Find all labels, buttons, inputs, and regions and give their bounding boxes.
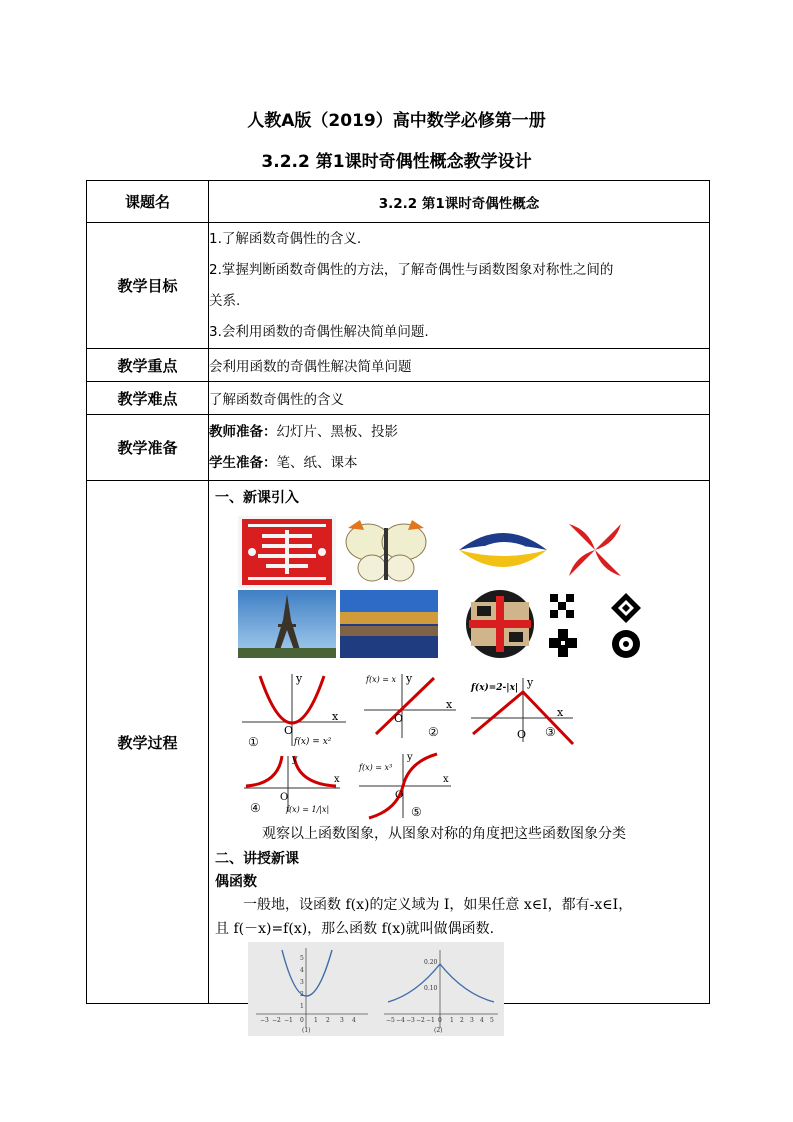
svg-text:1: 1 [450,1017,454,1024]
pinwheel-logo-image [545,518,645,582]
student-prep-label: 学生准备： [209,454,277,471]
graph-2-y-label: y [406,672,413,685]
lake-reflection-image [340,590,438,658]
scan-caption-2: (2) [434,1027,443,1034]
teacher-prep-value: 幻灯片、黑板、投影 [276,423,398,440]
document-subtitle: 3.2.2 第1课时奇偶性概念教学设计 [261,152,532,172]
round-pattern-image [455,588,545,660]
eye-logo-image [455,520,550,580]
row-goals [87,223,710,349]
section-new-lesson: 二、讲授新课 [215,851,299,867]
graph-4-origin: O [280,792,289,803]
graph-1-y-label: y [296,672,303,685]
teacher-prep-label: 教师准备： [209,423,277,440]
goal-item: 3.会利用函数的奇偶性解决简单问题. [209,323,429,340]
topic-value: 3.2.2 第1课时奇偶性概念 [209,181,710,223]
svg-text:−2: −2 [416,1017,425,1024]
textbook-graph-scan [248,942,504,1036]
svg-text:−5: −5 [386,1017,395,1024]
goal-item: 2.掌握判断函数奇偶性的方法，了解奇偶性与函数图象对称性之间的 [209,261,614,278]
definition-line-2: 且 f(－x)=f(x)，那么函数 f(x)就叫做偶函数. [215,921,495,937]
even-function-heading: 偶函数 [215,874,257,890]
svg-text:0: 0 [438,1017,442,1024]
graph-4 [240,752,345,818]
svg-text:5: 5 [300,955,304,962]
svg-text:5: 5 [490,1017,494,1024]
label-preparation: 教学准备 [87,415,209,481]
graph-3-origin: O [517,728,527,741]
graph-2 [360,670,460,742]
graph-4-number: ④ [250,801,261,815]
svg-text:0.10: 0.10 [424,985,438,992]
svg-text:2: 2 [460,1017,464,1024]
graph-3-y-label: y [527,676,534,689]
preparation-content [209,415,710,481]
svg-text:0: 0 [300,1017,304,1024]
label-process: 教学过程 [87,481,209,1004]
graph-2-origin: O [394,712,404,725]
graph-5 [355,750,455,822]
svg-text:4: 4 [480,1017,484,1024]
goal-item: 1.了解函数奇偶性的含义. [209,230,362,247]
row-preparation [87,415,710,481]
graph-1-origin: O [284,724,294,737]
eiffel-tower-image [238,590,336,658]
svg-text:4: 4 [352,1017,356,1024]
graph-5-x-label: x [443,774,449,785]
svg-text:3: 3 [300,979,304,986]
goals-content [209,223,710,349]
graph-4-x-label: x [334,774,340,785]
snowflake-pattern-icon [610,628,642,660]
graph-4-formula: f(x) = 1/|x| [286,805,330,814]
goal-item: 关系. [209,292,241,309]
diamond-pattern-icon [610,592,642,624]
definition-line-1: 一般地，设函数 f(x)的定义域为 I，如果任意 x∈I，都有-x∈I， [243,897,633,913]
graph-5-formula: f(x) = x³ [359,763,393,772]
svg-text:2: 2 [326,1017,330,1024]
svg-text:1: 1 [300,1003,304,1010]
svg-text:4: 4 [300,967,304,974]
key-points-value: 会利用函数的奇偶性解决简单问题 [209,349,710,382]
svg-text:1: 1 [314,1017,318,1024]
svg-text:0.20: 0.20 [424,959,438,966]
svg-text:−3: −3 [260,1017,269,1024]
svg-text:−2: −2 [272,1017,281,1024]
graph-2-number: ② [428,725,439,739]
graph-3 [467,674,577,746]
svg-text:3: 3 [470,1017,474,1024]
graph-3-formula: f(x)=2-|x| [471,683,519,693]
graph-2-x-label: x [446,698,453,711]
difficult-points-value: 了解函数奇偶性的含义 [209,382,710,415]
section-new-intro: 一、新课引入 [215,490,299,506]
svg-text:−4: −4 [396,1017,405,1024]
svg-text:−3: −3 [406,1017,415,1024]
label-difficult-points: 教学难点 [87,382,209,415]
row-key-points [87,349,710,382]
cross-pattern-icon [548,628,578,658]
graph-3-number: ③ [545,725,556,739]
label-topic: 课题名 [87,181,209,223]
svg-text:−1: −1 [426,1017,435,1024]
student-prep-value: 笔、纸、课本 [276,454,358,471]
svg-text:3: 3 [340,1017,344,1024]
graph-5-y-label: y [407,752,413,763]
label-goals: 教学目标 [87,223,209,349]
scan-caption-1: (1) [302,1027,311,1034]
graph-5-number: ⑤ [411,805,422,819]
graph-2-formula: f(x) = x [366,675,397,684]
graph-5-origin: O [395,790,404,801]
observe-instruction: 观察以上函数图象，从图象对称的角度把这些函数图象分类 [262,826,626,842]
graph-1 [238,670,350,750]
double-happiness-image [238,516,336,588]
document-title: 人教A版（2019）高中数学必修第一册 [247,111,546,131]
graph-3-x-label: x [557,706,564,719]
row-difficult-points [87,382,710,415]
row-topic [87,181,710,223]
pattern-icon [548,592,576,620]
graph-4-y-label: y [292,754,298,765]
graph-1-number: ① [248,735,259,749]
label-key-points: 教学重点 [87,349,209,382]
graph-1-x-label: x [332,710,339,723]
svg-text:−1: −1 [284,1017,293,1024]
graph-1-formula: f(x) = x² [294,737,332,747]
svg-text:2: 2 [300,991,304,998]
butterfly-image [340,516,432,588]
